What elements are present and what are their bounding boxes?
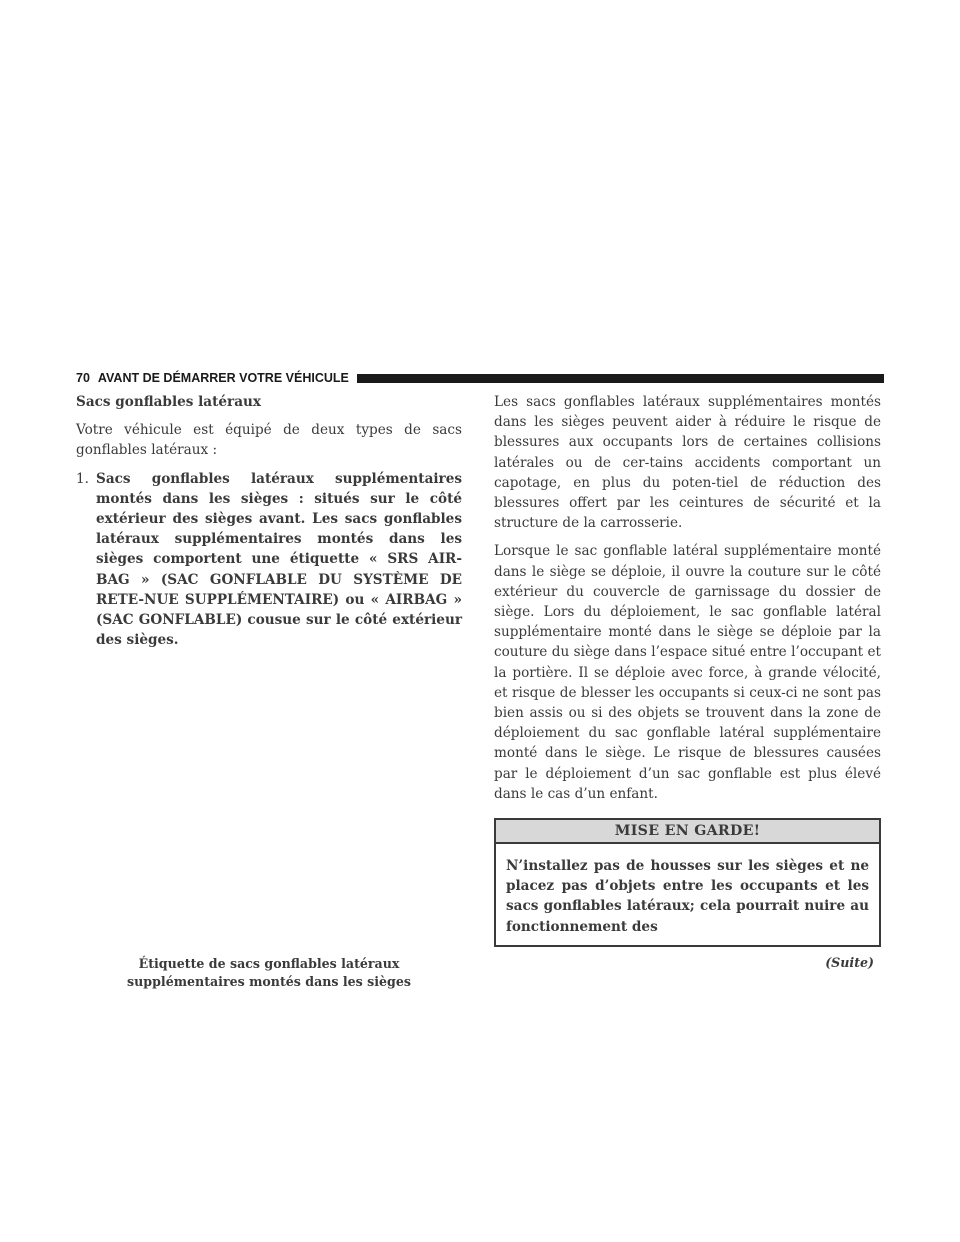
right-column	[494, 392, 881, 970]
page-number: 70	[76, 371, 90, 385]
header-rule	[357, 374, 884, 383]
section-title: AVANT DE DÉMARRER VOTRE VÉHICULE	[97, 371, 349, 385]
left-column	[76, 392, 462, 991]
paragraph-2: Lorsque le sac gonflable latéral supplémentaire monté dans le siège se déploie, il ouvre la couture sur le côté extérieur du couvercle de garnissage du dossier de siège. Lors du déploiement, le sac gonflable latéral supplémentaire monté dans le siège se déploie par la couture du siège dans l’espace situé entre l’occupant et la portière. Il se déploie avec force, à grande vélocité, et risque de blesser les occupants si ceux-ci ne sont pas bien assis ou si des objets se trouvent dans la zone de déploiement du sac gonflable latéral supplémentaire monté dans le siège. Le risque de blessures causées par le déploiement d’un sac gonflable est plus élevé dans le cas d’un enfant.	[494, 543, 881, 802]
list-number: 1.	[76, 470, 89, 487]
intro-paragraph: Votre véhicule est équipé de deux types de sacs gonflables latéraux :	[76, 422, 462, 459]
paragraph-1: Les sacs gonflables latéraux supplémentaires montés dans les sièges peuvent aider à réduire le risque de blessures aux occupants lors de certaines collisions latérales ou de cer-tains accidents comportant un capotage, en plus du poten-tiel de réduction des blessures offert par les ceintures de sécurité et la structure de la carrosserie.	[494, 394, 881, 532]
list-text: Sacs gonflables latéraux supplémentaires montés dans les sièges : situés sur le côté extérieur des sièges avant. Les sacs gonflables latéraux supplémentaires montés dans les sièges comportent une étiquette « SRS AIR-BAG » (SAC GONFLABLE DU SYSTÈME DE RETE-NUE SUPPLÉMENTAIRE) ou « AIRBAG » (SAC GONFLABLE) cousue sur le côté extérieur des sièges.	[96, 470, 462, 649]
figure-caption: Étiquette de sacs gonflables latéraux supplémentaires montés dans les sièges	[127, 956, 411, 990]
list-item	[76, 469, 462, 651]
page-header	[76, 370, 884, 386]
warning-title: MISE EN GARDE!	[496, 820, 879, 844]
warning-body: N’installez pas de housses sur les sièges et ne placez pas d’objets entre les occupants et les sacs gonflables latéraux; cela pourrait nuire au fonctionnement des	[506, 858, 869, 935]
warning-box	[494, 818, 881, 947]
continued-label: (Suite)	[825, 954, 874, 970]
figure-placeholder	[76, 650, 462, 955]
side-airbags-heading: Sacs gonflables latéraux	[76, 394, 261, 410]
